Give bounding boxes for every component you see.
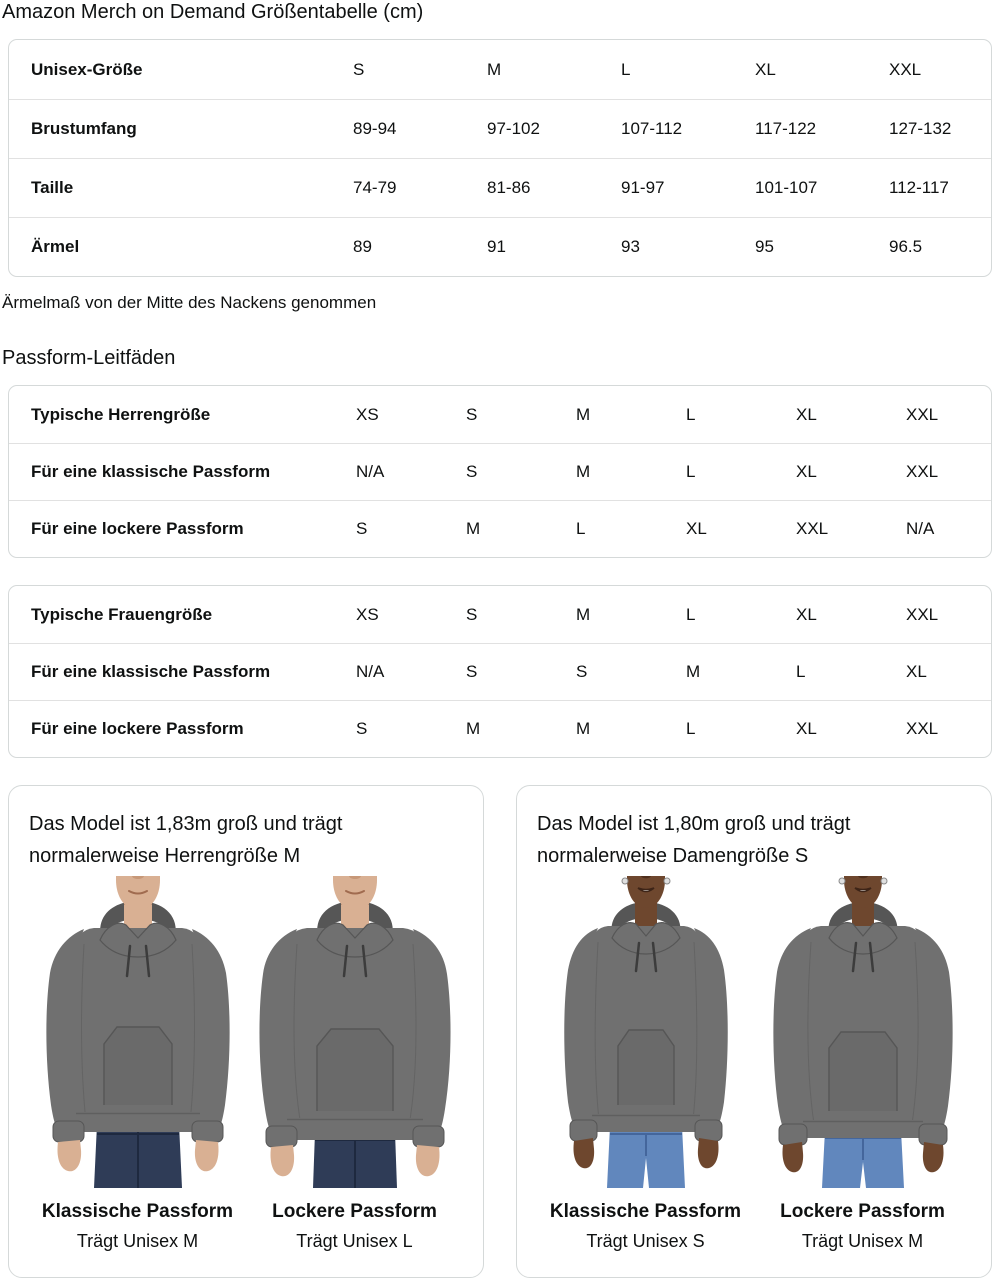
table-cell: XXL (906, 719, 939, 738)
table-cell: M (576, 462, 591, 481)
model-figure (29, 874, 246, 1253)
table-row (9, 643, 991, 700)
table-cell: 91-97 (621, 178, 665, 197)
table-header-row (9, 40, 991, 99)
table-cell: S (356, 519, 368, 538)
fit-label: Lockere Passform (272, 1201, 437, 1222)
table-cell: N/A (356, 662, 385, 681)
table-cell: 89 (353, 237, 372, 256)
womens-model-card (516, 785, 992, 1278)
fit-guides-heading: Passform-Leitfäden (2, 347, 176, 369)
model-photo-mens-loose-fit (257, 874, 453, 1188)
table-cell: L (686, 404, 696, 424)
table-cell: 117-122 (755, 119, 817, 138)
table-cell: XS (356, 404, 379, 424)
wears-size-label: Trägt Unisex M (76, 1231, 199, 1251)
sleeve-measure-note: Ärmelmaß von der Mitte des Nackens genommen (2, 293, 377, 312)
table-cell: XXL (906, 404, 939, 424)
model-photo-mens-classic-fit (40, 874, 236, 1188)
model-figure (537, 874, 754, 1253)
table-cell: XL (686, 519, 707, 538)
table-cell: S (353, 59, 365, 79)
model-figure (246, 874, 463, 1253)
table-cell: XXL (906, 604, 939, 624)
table-cell: M (466, 719, 481, 738)
table-cell: M (487, 59, 502, 79)
mens-fit-table (8, 385, 992, 558)
table-cell: S (356, 719, 368, 738)
table-cell: 89-94 (353, 119, 397, 138)
row-label: Für eine klassische Passform (31, 662, 271, 681)
table-cell: 107-112 (621, 119, 683, 138)
table-cell: M (686, 662, 701, 681)
table-cell: L (686, 719, 696, 738)
table-cell: XL (796, 462, 817, 481)
table-cell: N/A (356, 462, 385, 481)
table-cell: 127-132 (889, 119, 952, 138)
mens-model-card (8, 785, 484, 1278)
fit-label: Klassische Passform (41, 1201, 234, 1222)
model-description: Das Model ist 1,80m groß und trägt normalerweise Damengröße S (537, 813, 851, 867)
table-cell: 101-107 (755, 178, 818, 197)
model-figure (754, 874, 971, 1253)
fit-label: Klassische Passform (549, 1201, 742, 1222)
wears-size-label: Trägt Unisex L (296, 1231, 413, 1251)
table-row (9, 443, 991, 500)
model-photo-womens-classic-fit (548, 874, 744, 1188)
womens-fit-table (8, 585, 992, 758)
table-cell: XL (796, 404, 817, 424)
row-label: Für eine klassische Passform (31, 462, 271, 481)
table-cell: N/A (906, 519, 935, 538)
table-cell: M (466, 519, 481, 538)
model-cards (8, 785, 992, 1278)
wears-size-label: Trägt Unisex S (586, 1231, 705, 1251)
table-cell: XXL (906, 462, 939, 481)
table-row (9, 500, 991, 557)
table-cell: 97-102 (487, 119, 540, 138)
table-cell: S (466, 604, 478, 624)
row-label: Brustumfang (31, 119, 137, 138)
row-label: Taille (31, 178, 74, 197)
table-cell: M (576, 719, 591, 738)
table-cell: XL (796, 604, 817, 624)
table-cell: L (796, 662, 806, 681)
table-cell: XL (755, 59, 776, 79)
table-cell: L (686, 462, 696, 481)
table-row (9, 99, 991, 158)
table-cell: S (466, 662, 478, 681)
row-label: Typische Herrengröße (31, 404, 211, 424)
table-row (9, 386, 991, 443)
table-cell: S (576, 662, 588, 681)
table-row (9, 217, 991, 276)
row-label: Typische Frauengröße (31, 604, 213, 624)
model-description: Das Model ist 1,83m groß und trägt normalerweise Herrengröße M (29, 813, 343, 867)
table-cell: XXL (889, 59, 922, 79)
table-cell: 91 (487, 237, 506, 256)
page-title: Amazon Merch on Demand Größentabelle (cm) (2, 1, 424, 23)
wears-size-label: Trägt Unisex M (801, 1231, 924, 1251)
table-cell: M (576, 404, 591, 424)
table-cell: XL (796, 719, 817, 738)
row-label: Für eine lockere Passform (31, 719, 244, 738)
model-photo-womens-loose-fit (765, 874, 961, 1188)
row-label: Ärmel (31, 237, 80, 256)
table-cell: 74-79 (353, 178, 397, 197)
table-cell: S (466, 404, 478, 424)
table-cell: L (686, 604, 696, 624)
table-cell: 93 (621, 237, 640, 256)
table-row (9, 158, 991, 217)
table-cell: L (576, 519, 586, 538)
table-cell: S (466, 462, 478, 481)
table-cell: 112-117 (889, 178, 949, 197)
table-cell: L (621, 59, 631, 79)
table-row (9, 700, 991, 757)
row-label: Unisex-Größe (31, 59, 143, 79)
table-cell: 95 (755, 237, 774, 256)
table-cell: XS (356, 604, 379, 624)
table-cell: 81-86 (487, 178, 531, 197)
table-row (9, 586, 991, 643)
table-cell: XL (906, 662, 927, 681)
row-label: Für eine lockere Passform (31, 519, 244, 538)
fit-label: Lockere Passform (780, 1201, 945, 1222)
table-cell: M (576, 604, 591, 624)
unisex-size-table (8, 39, 992, 277)
table-cell: XXL (796, 519, 829, 538)
table-cell: 96.5 (889, 237, 923, 256)
